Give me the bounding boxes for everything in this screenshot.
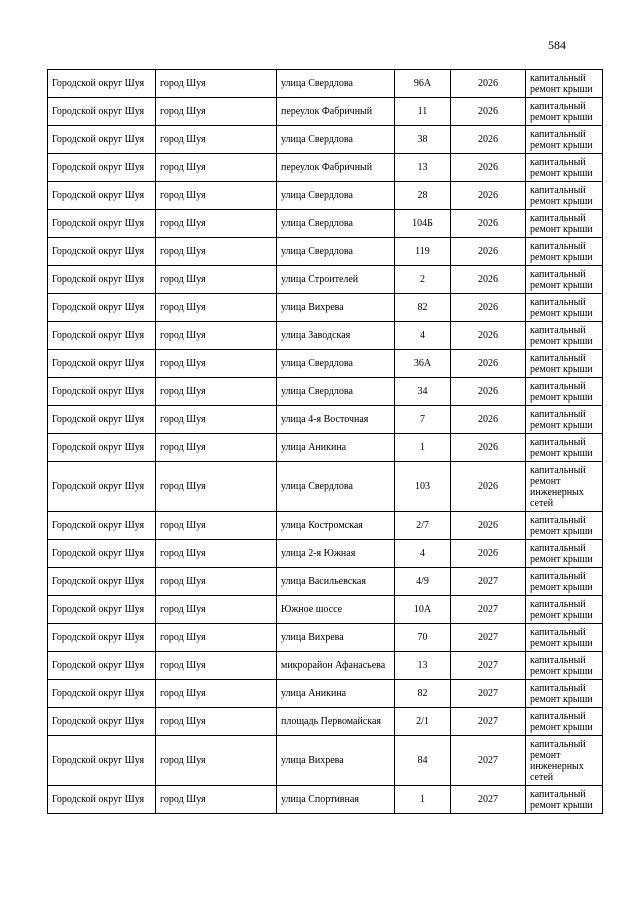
street-cell: улица 4-я Восточная [277,406,395,434]
house-cell: 1 [395,786,451,814]
table-row [48,786,603,814]
city-cell: город Шуя [156,126,277,154]
district-cell: Городской округ Шуя [48,350,156,378]
work-type-cell: капитальный ремонт крыши [526,294,603,322]
table-row [48,708,603,736]
work-type-cell: капитальный ремонт крыши [526,624,603,652]
work-type-cell: капитальный ремонт крыши [526,210,603,238]
year-cell: 2026 [451,378,526,406]
table-row [48,540,603,568]
work-type-cell: капитальный ремонт крыши [526,154,603,182]
city-cell: город Шуя [156,624,277,652]
year-cell: 2026 [451,540,526,568]
city-cell: город Шуя [156,512,277,540]
table-row [48,406,603,434]
district-cell: Городской округ Шуя [48,238,156,266]
table-row [48,512,603,540]
house-cell: 104Б [395,210,451,238]
year-cell: 2026 [451,322,526,350]
year-cell: 2026 [451,70,526,98]
table-row [48,210,603,238]
house-cell: 38 [395,126,451,154]
city-cell: город Шуя [156,70,277,98]
year-cell: 2027 [451,624,526,652]
house-cell: 2 [395,266,451,294]
city-cell: город Шуя [156,540,277,568]
work-type-cell: капитальный ремонт крыши [526,238,603,266]
table-row [48,98,603,126]
city-cell: город Шуя [156,182,277,210]
year-cell: 2026 [451,462,526,512]
year-cell: 2026 [451,98,526,126]
street-cell: улица Свердлова [277,182,395,210]
work-type-cell: капитальный ремонт инженерных сетей [526,462,603,512]
house-cell: 10А [395,596,451,624]
table-row [48,434,603,462]
table-row [48,238,603,266]
house-cell: 13 [395,652,451,680]
district-cell: Городской округ Шуя [48,294,156,322]
city-cell: город Шуя [156,652,277,680]
table-row [48,70,603,98]
page-number: 584 [548,38,566,52]
table-row [48,680,603,708]
house-cell: 119 [395,238,451,266]
table-row [48,322,603,350]
city-cell: город Шуя [156,266,277,294]
year-cell: 2026 [451,294,526,322]
year-cell: 2027 [451,680,526,708]
house-cell: 2/7 [395,512,451,540]
street-cell: улица 2-я Южная [277,540,395,568]
city-cell: город Шуя [156,786,277,814]
district-cell: Городской округ Шуя [48,322,156,350]
city-cell: город Шуя [156,434,277,462]
district-cell: Городской округ Шуя [48,540,156,568]
street-cell: площадь Первомайская [277,708,395,736]
district-cell: Городской округ Шуя [48,210,156,238]
house-cell: 28 [395,182,451,210]
city-cell: город Шуя [156,708,277,736]
table-row [48,182,603,210]
street-cell: улица Свердлова [277,126,395,154]
year-cell: 2027 [451,596,526,624]
table-row [48,736,603,786]
district-cell: Городской округ Шуя [48,182,156,210]
district-cell: Городской округ Шуя [48,126,156,154]
year-cell: 2026 [451,266,526,294]
street-cell: улица Свердлова [277,462,395,512]
year-cell: 2026 [451,512,526,540]
year-cell: 2026 [451,210,526,238]
street-cell: переулок Фабричный [277,154,395,182]
work-type-cell: капитальный ремонт крыши [526,98,603,126]
year-cell: 2026 [451,126,526,154]
work-type-cell: капитальный ремонт крыши [526,406,603,434]
city-cell: город Шуя [156,98,277,126]
work-type-cell: капитальный ремонт крыши [526,266,603,294]
city-cell: город Шуя [156,462,277,512]
district-cell: Городской округ Шуя [48,378,156,406]
house-cell: 82 [395,680,451,708]
repair-schedule-table [47,69,603,814]
district-cell: Городской округ Шуя [48,512,156,540]
house-cell: 96А [395,70,451,98]
city-cell: город Шуя [156,568,277,596]
work-type-cell: капитальный ремонт крыши [526,350,603,378]
city-cell: город Шуя [156,596,277,624]
house-cell: 1 [395,434,451,462]
city-cell: город Шуя [156,294,277,322]
street-cell: улица Спортивная [277,786,395,814]
work-type-cell: капитальный ремонт крыши [526,322,603,350]
year-cell: 2026 [451,406,526,434]
street-cell: улица Аникина [277,434,395,462]
year-cell: 2027 [451,568,526,596]
house-cell: 34 [395,378,451,406]
street-cell: микрорайон Афанасьева [277,652,395,680]
work-type-cell: капитальный ремонт крыши [526,652,603,680]
city-cell: город Шуя [156,154,277,182]
year-cell: 2026 [451,182,526,210]
house-cell: 4 [395,540,451,568]
district-cell: Городской округ Шуя [48,568,156,596]
table-row [48,294,603,322]
district-cell: Городской округ Шуя [48,708,156,736]
work-type-cell: капитальный ремонт крыши [526,708,603,736]
street-cell: улица Вихрева [277,294,395,322]
district-cell: Городской округ Шуя [48,680,156,708]
house-cell: 36А [395,350,451,378]
street-cell: улица Свердлова [277,238,395,266]
year-cell: 2026 [451,434,526,462]
street-cell: улица Вихрева [277,624,395,652]
work-type-cell: капитальный ремонт инженерных сетей [526,736,603,786]
street-cell: переулок Фабричный [277,98,395,126]
table-row [48,462,603,512]
city-cell: город Шуя [156,210,277,238]
year-cell: 2026 [451,154,526,182]
table-row [48,596,603,624]
work-type-cell: капитальный ремонт крыши [526,126,603,154]
table-row [48,624,603,652]
table-row [48,266,603,294]
house-cell: 4/9 [395,568,451,596]
house-cell: 103 [395,462,451,512]
house-cell: 70 [395,624,451,652]
district-cell: Городской округ Шуя [48,652,156,680]
district-cell: Городской округ Шуя [48,462,156,512]
city-cell: город Шуя [156,736,277,786]
city-cell: город Шуя [156,406,277,434]
table-row [48,568,603,596]
city-cell: город Шуя [156,350,277,378]
work-type-cell: капитальный ремонт крыши [526,680,603,708]
street-cell: улица Свердлова [277,210,395,238]
year-cell: 2026 [451,238,526,266]
table-row [48,378,603,406]
district-cell: Городской округ Шуя [48,624,156,652]
street-cell: улица Свердлова [277,70,395,98]
year-cell: 2027 [451,652,526,680]
year-cell: 2027 [451,786,526,814]
district-cell: Городской округ Шуя [48,98,156,126]
district-cell: Городской округ Шуя [48,736,156,786]
city-cell: город Шуя [156,680,277,708]
house-cell: 4 [395,322,451,350]
house-cell: 82 [395,294,451,322]
street-cell: улица Костромская [277,512,395,540]
city-cell: город Шуя [156,238,277,266]
house-cell: 2/1 [395,708,451,736]
table-row [48,126,603,154]
table-row [48,350,603,378]
street-cell: улица Вихрева [277,736,395,786]
house-cell: 7 [395,406,451,434]
work-type-cell: капитальный ремонт крыши [526,378,603,406]
year-cell: 2027 [451,736,526,786]
street-cell: Южное шоссе [277,596,395,624]
year-cell: 2027 [451,708,526,736]
house-cell: 11 [395,98,451,126]
city-cell: город Шуя [156,378,277,406]
year-cell: 2026 [451,350,526,378]
city-cell: город Шуя [156,322,277,350]
street-cell: улица Васильевская [277,568,395,596]
street-cell: улица Свердлова [277,378,395,406]
street-cell: улица Свердлова [277,350,395,378]
work-type-cell: капитальный ремонт крыши [526,786,603,814]
work-type-cell: капитальный ремонт крыши [526,434,603,462]
house-cell: 13 [395,154,451,182]
district-cell: Городской округ Шуя [48,596,156,624]
work-type-cell: капитальный ремонт крыши [526,70,603,98]
work-type-cell: капитальный ремонт крыши [526,182,603,210]
work-type-cell: капитальный ремонт крыши [526,596,603,624]
work-type-cell: капитальный ремонт крыши [526,540,603,568]
district-cell: Городской округ Шуя [48,434,156,462]
district-cell: Городской округ Шуя [48,266,156,294]
work-type-cell: капитальный ремонт крыши [526,512,603,540]
work-type-cell: капитальный ремонт крыши [526,568,603,596]
street-cell: улица Заводская [277,322,395,350]
district-cell: Городской округ Шуя [48,786,156,814]
district-cell: Городской округ Шуя [48,154,156,182]
street-cell: улица Аникина [277,680,395,708]
table-row [48,154,603,182]
district-cell: Городской округ Шуя [48,406,156,434]
street-cell: улица Строителей [277,266,395,294]
district-cell: Городской округ Шуя [48,70,156,98]
house-cell: 84 [395,736,451,786]
table-row [48,652,603,680]
